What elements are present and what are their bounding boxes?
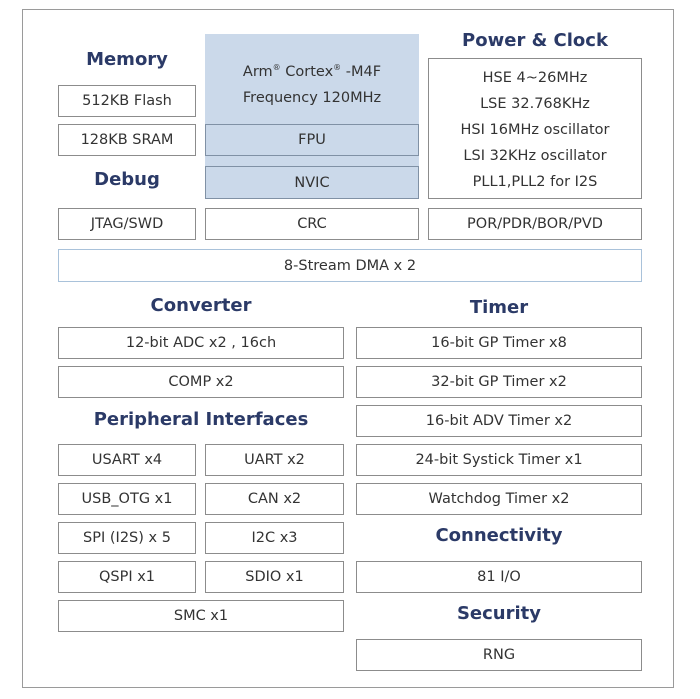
clock-lsi: LSI 32KHz oscillator <box>463 148 607 164</box>
timer-watchdog: Watchdog Timer x2 <box>356 483 642 515</box>
converter-comp: COMP x2 <box>58 366 344 398</box>
debug-jtag-swd: JTAG/SWD <box>58 208 196 240</box>
dma-block: 8-Stream DMA x 2 <box>58 249 642 282</box>
security-heading: Security <box>456 603 542 624</box>
nvic-block: NVIC <box>205 166 419 199</box>
power-clock-list <box>428 58 642 199</box>
converter-heading: Converter <box>150 295 252 316</box>
timer-gp16: 16-bit GP Timer x8 <box>356 327 642 359</box>
peripheral-usart: USART x4 <box>58 444 196 476</box>
timer-gp32: 32-bit GP Timer x2 <box>356 366 642 398</box>
converter-adc: 12-bit ADC x2 , 16ch <box>58 327 344 359</box>
fpu-block: FPU <box>205 124 419 156</box>
brand-arm: Arm <box>242 63 273 80</box>
registered-mark: ® <box>333 63 342 72</box>
peripheral-usb-otg: USB_OTG x1 <box>58 483 196 515</box>
connectivity-io: 81 I/O <box>356 561 642 593</box>
power-clock-heading: Power & Clock <box>462 30 608 51</box>
security-rng: RNG <box>356 639 642 671</box>
registered-mark: ® <box>272 63 281 72</box>
timer-systick: 24-bit Systick Timer x1 <box>356 444 642 476</box>
crc-block: CRC <box>205 208 419 240</box>
cpu-core-label <box>205 55 419 111</box>
peripheral-spi: SPI (I2S) x 5 <box>58 522 196 554</box>
cpu-model: -M4F <box>345 63 382 80</box>
clock-hse: HSE 4~26MHz <box>482 70 588 86</box>
power-reset-block: POR/PDR/BOR/PVD <box>428 208 642 240</box>
peripheral-smc: SMC x1 <box>58 600 344 632</box>
clock-pll: PLL1,PLL2 for I2S <box>472 174 598 190</box>
debug-heading: Debug <box>94 169 160 190</box>
cpu-model-line <box>205 55 419 85</box>
cpu-frequency: Frequency 120MHz <box>242 89 382 106</box>
peripheral-qspi: QSPI x1 <box>58 561 196 593</box>
clock-hsi: HSI 16MHz oscillator <box>460 122 610 138</box>
peripheral-sdio: SDIO x1 <box>205 561 344 593</box>
timer-heading: Timer <box>469 297 529 318</box>
timer-adv16: 16-bit ADV Timer x2 <box>356 405 642 437</box>
peripheral-heading: Peripheral Interfaces <box>93 409 309 430</box>
clock-lse: LSE 32.768KHz <box>480 96 590 112</box>
brand-cortex: Cortex <box>285 63 334 80</box>
memory-flash: 512KB Flash <box>58 85 196 117</box>
peripheral-can: CAN x2 <box>205 483 344 515</box>
peripheral-i2c: I2C x3 <box>205 522 344 554</box>
peripheral-uart: UART x2 <box>205 444 344 476</box>
memory-sram: 128KB SRAM <box>58 124 196 156</box>
connectivity-heading: Connectivity <box>435 525 563 546</box>
memory-heading: Memory <box>86 49 168 70</box>
